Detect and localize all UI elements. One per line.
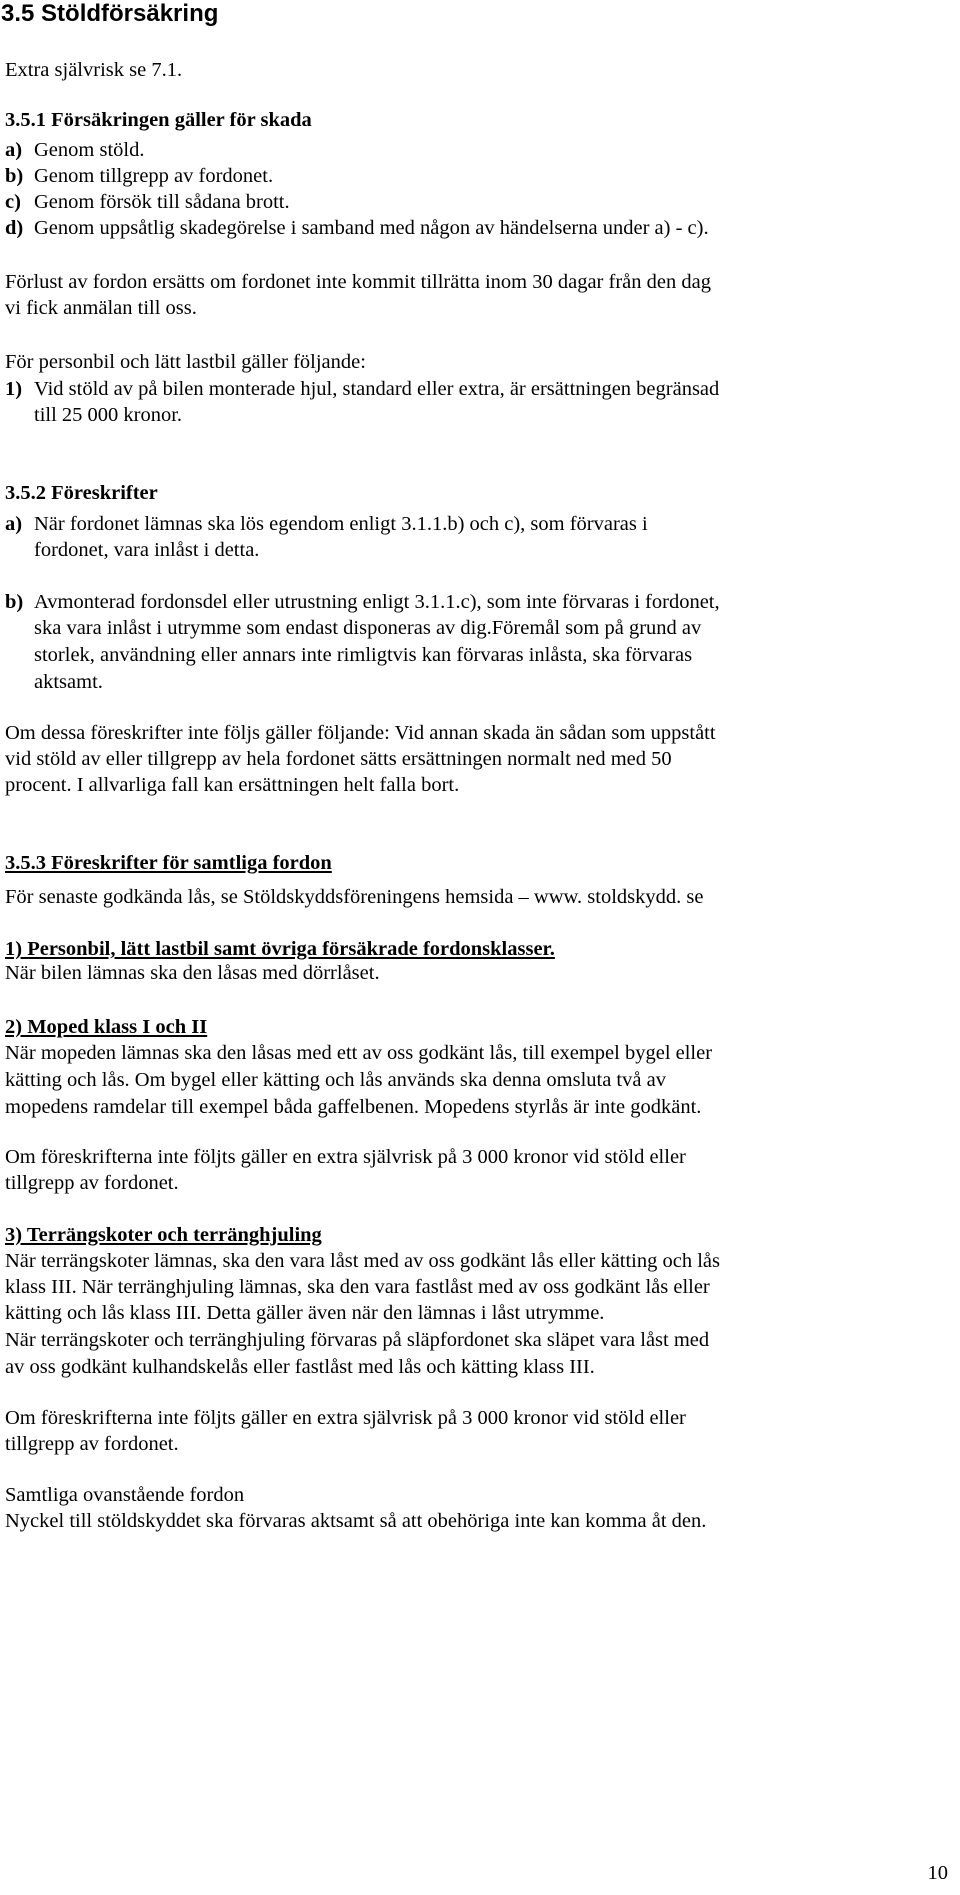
heading-3-5-2: 3.5.2 Föreskrifter [5, 482, 158, 504]
paragraph-line: När bilen lämnas ska den låsas med dörrlåset. [5, 962, 380, 984]
paragraph-line: av oss godkänt kulhandskelås eller fastlåst med lås och kätting klass III. [5, 1356, 595, 1378]
list-label: a) [5, 513, 23, 535]
heading-3-5-1: 3.5.1 Försäkringen gäller för skada [5, 109, 312, 131]
list-label: a) [5, 139, 23, 161]
list-item-c [5, 190, 290, 214]
paragraph-line: storlek, användning eller annars inte rimligtvis kan förvaras inlåsta, ska förvaras [34, 644, 693, 666]
rule-item-1 [5, 377, 719, 401]
paragraph-line: För personbil och lätt lastbil gäller följande: [5, 351, 366, 373]
rule-item-b [5, 590, 720, 614]
list-label: c) [5, 191, 21, 213]
list-label: 1) [5, 378, 23, 400]
subheading-samtliga: Samtliga ovanstående fordon [5, 1484, 245, 1506]
list-text: Genom uppsåtlig skadegörelse i samband med någon av händelserna under a) - c). [34, 217, 709, 239]
list-label: d) [5, 217, 24, 239]
paragraph-line: Förlust av fordon ersätts om fordonet inte kommit tillrätta inom 30 dagar från den dag [5, 271, 711, 293]
paragraph-line: till 25 000 kronor. [34, 404, 183, 426]
paragraph-line: tillgrepp av fordonet. [5, 1433, 179, 1455]
paragraph-line: För senaste godkända lås, se Stöldskyddsföreningens hemsida – www. stoldskydd. se [5, 886, 704, 908]
list-item-d [5, 216, 709, 240]
paragraph-line: Om dessa föreskrifter inte följs gäller följande: Vid annan skada än sådan som uppstått [5, 722, 716, 744]
paragraph-line: vi fick anmälan till oss. [5, 297, 197, 319]
paragraph-line: Om föreskrifterna inte följts gäller en extra självrisk på 3 000 kronor vid stöld eller [5, 1146, 686, 1168]
paragraph-line: kätting och lås. Om bygel eller kätting och lås används ska denna omsluta två av [5, 1069, 666, 1091]
subheading-terrang: 3) Terrängskoter och terränghjuling [5, 1224, 322, 1246]
paragraph-line: klass III. När terränghjuling lämnas, ska den vara fastlåst med av oss godkänt lås eller [5, 1276, 710, 1298]
subheading-moped: 2) Moped klass I och II [5, 1016, 208, 1038]
list-item-b [5, 164, 273, 188]
paragraph-line: När terrängskoter lämnas, ska den vara låst med av oss godkänt lås eller kätting och lås [5, 1250, 720, 1272]
paragraph-line: kätting och lås klass III. Detta gäller även när den lämnas i låst utrymme. [5, 1302, 605, 1324]
rule-item-a [5, 512, 648, 536]
paragraph-line: Om föreskrifterna inte följts gäller en extra självrisk på 3 000 kronor vid stöld eller [5, 1407, 686, 1429]
paragraph-line: fordonet, vara inlåst i detta. [34, 539, 260, 561]
paragraph-line: mopedens ramdelar till exempel båda gaffelbenen. Mopedens styrlås är inte godkänt. [5, 1096, 702, 1118]
heading-3-5-3: 3.5.3 Föreskrifter för samtliga fordon [5, 852, 332, 874]
paragraph-line: tillgrepp av fordonet. [5, 1172, 179, 1194]
list-item-a [5, 138, 144, 162]
section-title: 3.5 Stöldförsäkring [1, 0, 219, 27]
paragraph-line: aktsamt. [34, 671, 103, 693]
list-text: Genom försök till sådana brott. [34, 191, 290, 213]
list-text: Avmonterad fordonsdel eller utrustning enligt 3.1.1.c), som inte förvaras i fordonet, [34, 591, 720, 613]
paragraph-line: ska vara inlåst i utrymme som endast disponeras av dig.Föremål som på grund av [34, 617, 702, 639]
list-text: När fordonet lämnas ska lös egendom enligt 3.1.1.b) och c), som förvaras i [34, 513, 648, 535]
list-label: b) [5, 591, 24, 613]
paragraph-line: När terrängskoter och terränghjuling förvaras på släpfordonet ska släpet vara låst med [5, 1329, 710, 1351]
list-text: Genom stöld. [34, 139, 145, 161]
subheading-personbil: 1) Personbil, lätt lastbil samt övriga försäkrade fordonsklasser. [5, 938, 555, 960]
list-text: Vid stöld av på bilen monterade hjul, standard eller extra, är ersättningen begränsad [34, 378, 720, 400]
intro-text: Extra självrisk se 7.1. [5, 59, 183, 81]
paragraph-line: När mopeden lämnas ska den låsas med ett av oss godkänt lås, till exempel bygel eller [5, 1042, 713, 1064]
list-text: Genom tillgrepp av fordonet. [34, 165, 274, 187]
list-label: b) [5, 165, 24, 187]
paragraph-line: vid stöld av eller tillgrepp av hela fordonet sätts ersättningen normalt ned med 50 [5, 748, 672, 770]
page-number: 10 [927, 1862, 948, 1884]
paragraph-line: procent. I allvarliga fall kan ersättningen helt falla bort. [5, 774, 460, 796]
paragraph-line: Nyckel till stöldskyddet ska förvaras aktsamt så att obehöriga inte kan komma åt den. [5, 1510, 707, 1532]
